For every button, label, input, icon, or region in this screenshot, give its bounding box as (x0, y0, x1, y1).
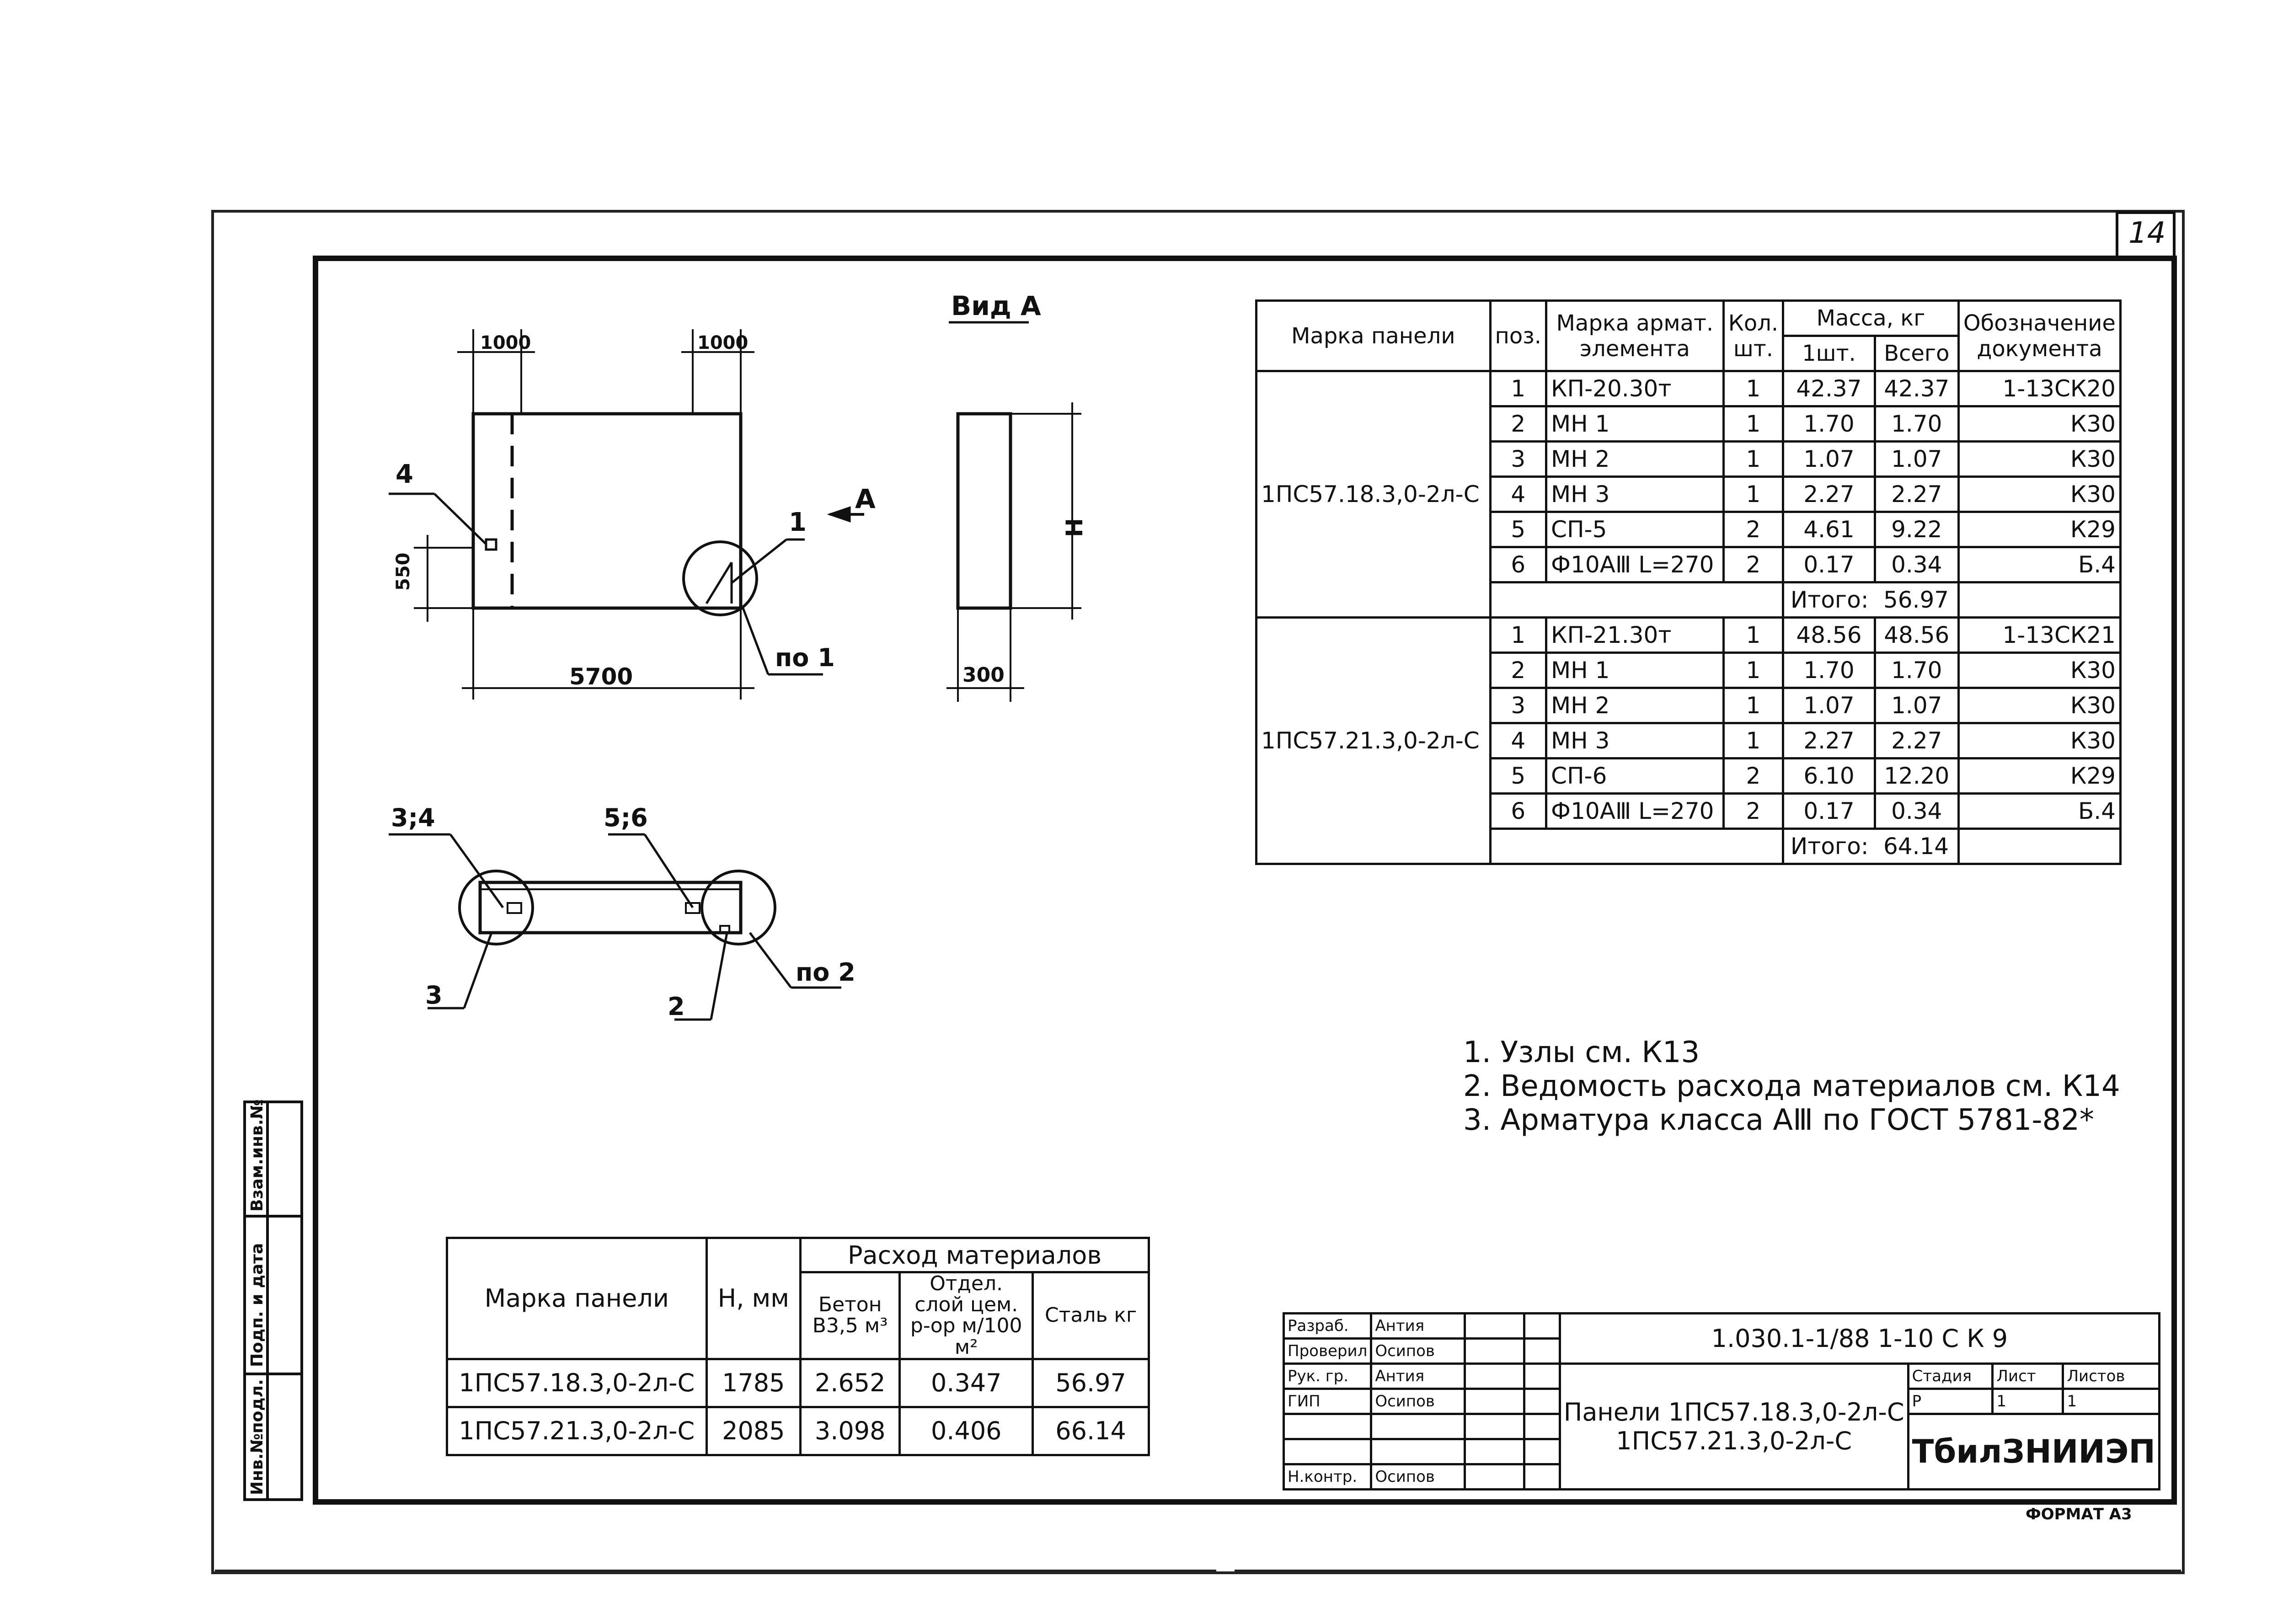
spec-header-mass-total: Всего (1875, 336, 1958, 371)
spec-cell-element: МН 1 (1546, 653, 1724, 688)
spec-total-blank (1490, 582, 1783, 618)
tb-title-line1: Панели 1ПС57.18.3,0-2л-С (1563, 1398, 1904, 1426)
mat-table-body (447, 1359, 1149, 1455)
note-1: 1. Узлы см. К13 (1463, 1036, 1700, 1069)
mat-cell-steel: 66.14 (1033, 1407, 1149, 1455)
panel-side-view (946, 402, 1081, 702)
panel-plan (389, 834, 841, 1020)
label-2: 2 (668, 992, 685, 1021)
spec-cell-pos: 4 (1490, 723, 1546, 759)
side-dim-h: Н (1061, 518, 1088, 537)
mat-cell-finish: 0.347 (900, 1359, 1033, 1407)
spec-cell-doc: К30 (1958, 653, 2120, 688)
spec-cell-element: МН 3 (1546, 477, 1724, 512)
side-dim-width: 300 (962, 663, 1005, 687)
tb-date (1524, 1339, 1560, 1364)
label-56: 5;6 (604, 803, 648, 832)
mat-header-panel: Марка панели (447, 1238, 707, 1359)
spec-cell-qty: 2 (1723, 512, 1783, 547)
tb-role (1284, 1414, 1371, 1439)
tb-role: Рук. гр. (1284, 1364, 1371, 1389)
note-3: 3. Арматура класса АⅢ по ГОСТ 5781-82* (1463, 1103, 2094, 1137)
spec-cell-element: Ф10АⅢ L=270 (1546, 547, 1724, 582)
table-row (1256, 371, 2121, 406)
spec-cell-qty: 1 (1723, 406, 1783, 442)
spec-cell-one: 0.17 (1783, 547, 1875, 582)
tb-name: Осипов (1371, 1339, 1465, 1364)
spec-cell-one: 2.27 (1783, 477, 1875, 512)
spec-cell-element: КП-21.30т (1546, 618, 1724, 653)
spec-total-label: Итого: (1783, 582, 1875, 618)
spec-cell-qty: 1 (1723, 688, 1783, 723)
mat-header-group: Расход материалов (801, 1238, 1149, 1272)
spec-cell-element: КП-20.30т (1546, 371, 1724, 406)
node-label-2: по 2 (796, 958, 855, 987)
spec-cell-one: 6.10 (1783, 759, 1875, 794)
tb-signature (1465, 1439, 1524, 1464)
spec-panel-mark: 1ПС57.21.3,0-2л-С (1256, 618, 1491, 864)
dim-length: 5700 (569, 663, 633, 690)
spec-cell-element: МН 1 (1546, 406, 1724, 442)
tb-sheets: 1 (2063, 1389, 2160, 1414)
spec-cell-pos: 3 (1490, 688, 1546, 723)
tb-date (1524, 1414, 1560, 1439)
tb-date (1524, 1314, 1560, 1339)
spec-cell-pos: 2 (1490, 406, 1546, 442)
spec-cell-total: 0.34 (1875, 794, 1958, 829)
spec-cell-qty: 1 (1723, 653, 1783, 688)
spec-cell-total: 2.27 (1875, 477, 1958, 512)
spec-cell-qty: 2 (1723, 547, 1783, 582)
spec-cell-total: 42.37 (1875, 371, 1958, 406)
spec-cell-pos: 1 (1490, 371, 1546, 406)
spec-cell-one: 0.17 (1783, 794, 1875, 829)
spec-cell-doc: К29 (1958, 512, 2120, 547)
title-block (1283, 1312, 2160, 1490)
spec-header-panel: Марка панели (1256, 301, 1491, 371)
mat-cell-panel: 1ПС57.18.3,0-2л-С (447, 1359, 707, 1407)
spec-cell-total: 9.22 (1875, 512, 1958, 547)
table-row (447, 1407, 1149, 1455)
spec-cell-total: 2.27 (1875, 723, 1958, 759)
tb-date (1524, 1464, 1560, 1490)
format-label: ФОРМАТ А3 (2026, 1505, 2132, 1523)
tb-signature (1465, 1364, 1524, 1389)
spec-cell-total: 1.70 (1875, 406, 1958, 442)
tb-role: Проверил (1284, 1339, 1371, 1364)
spec-cell-element: СП-5 (1546, 512, 1724, 547)
stamp-inv-no: Инв.№подл. (248, 1379, 267, 1495)
tb-role (1284, 1439, 1371, 1464)
spec-cell-doc: К30 (1958, 688, 2120, 723)
tb-role: ГИП (1284, 1389, 1371, 1414)
mat-cell-h: 1785 (706, 1359, 801, 1407)
spec-cell-qty: 1 (1723, 477, 1783, 512)
spec-cell-total: 0.34 (1875, 547, 1958, 582)
spec-total-blank-doc (1958, 582, 2120, 618)
panel-elevation (389, 322, 1029, 700)
tb-name: Осипов (1371, 1389, 1465, 1414)
tb-signature (1465, 1389, 1524, 1414)
tb-title (1560, 1364, 1908, 1490)
spec-cell-total: 12.20 (1875, 759, 1958, 794)
dim-left-top: 1000 (480, 332, 531, 353)
spec-cell-qty: 1 (1723, 442, 1783, 477)
mat-header-h: Н, мм (706, 1238, 801, 1359)
tb-date (1524, 1439, 1560, 1464)
spec-cell-pos: 5 (1490, 759, 1546, 794)
spec-total-blank-doc (1958, 829, 2120, 864)
spec-total-value: 56.97 (1875, 582, 1958, 618)
label-34: 3;4 (391, 803, 435, 832)
spec-cell-doc: К30 (1958, 406, 2120, 442)
spec-total-label: Итого: (1783, 829, 1875, 864)
spec-header-doc: Обозначение документа (1958, 301, 2120, 371)
spec-cell-element: Ф10АⅢ L=270 (1546, 794, 1724, 829)
tb-name (1371, 1439, 1465, 1464)
spec-cell-qty: 1 (1723, 618, 1783, 653)
spec-cell-doc: К30 (1958, 442, 2120, 477)
spec-cell-one: 1.70 (1783, 653, 1875, 688)
node-label-1: по 1 (775, 643, 835, 672)
stamp-sign-date: Подп. и дата (248, 1243, 267, 1367)
label-pos4: 4 (396, 459, 413, 489)
spec-total-blank (1490, 829, 1783, 864)
spec-cell-pos: 3 (1490, 442, 1546, 477)
spec-cell-one: 42.37 (1783, 371, 1875, 406)
tb-name (1371, 1414, 1465, 1439)
dim-height: 550 (393, 552, 414, 591)
spec-cell-total: 1.07 (1875, 688, 1958, 723)
mat-cell-concrete: 3.098 (801, 1407, 900, 1455)
spec-cell-qty: 1 (1723, 371, 1783, 406)
spec-cell-element: МН 2 (1546, 442, 1724, 477)
tb-document-code: 1.030.1-1/88 1-10 С К 9 (1560, 1314, 2159, 1364)
tb-signature (1465, 1339, 1524, 1364)
notes (1463, 1038, 2120, 1139)
mat-header-steel: Сталь кг (1033, 1272, 1149, 1359)
tb-signature (1465, 1314, 1524, 1339)
spec-cell-pos: 2 (1490, 653, 1546, 688)
label-3: 3 (425, 981, 443, 1010)
mat-header-finish: Отдел. слой цем. р-ор м/100 м² (900, 1272, 1033, 1359)
spec-cell-qty: 2 (1723, 759, 1783, 794)
spec-cell-element: МН 2 (1546, 688, 1724, 723)
spec-header-mass: Масса, кг (1783, 301, 1959, 336)
mat-cell-finish: 0.406 (900, 1407, 1033, 1455)
spec-header-qty: Кол. шт. (1723, 301, 1783, 371)
tb-stage: Р (1908, 1389, 1993, 1414)
mat-cell-concrete: 2.652 (801, 1359, 900, 1407)
spec-cell-total: 1.70 (1875, 653, 1958, 688)
spec-cell-total: 1.07 (1875, 442, 1958, 477)
spec-header-mass-one: 1шт. (1783, 336, 1875, 371)
spec-cell-element: СП-6 (1546, 759, 1724, 794)
spec-cell-qty: 2 (1723, 794, 1783, 829)
view-a-arrow-label: А (855, 483, 876, 514)
title-block-body (1284, 1314, 2160, 1490)
spec-cell-one: 1.07 (1783, 688, 1875, 723)
tb-name: Антия (1371, 1364, 1465, 1389)
mat-header-concrete: Бетон В3,5 м³ (801, 1272, 900, 1359)
spec-cell-pos: 6 (1490, 794, 1546, 829)
tb-stage-label: Стадия (1908, 1364, 1993, 1389)
spec-cell-pos: 5 (1490, 512, 1546, 547)
tb-signature (1465, 1464, 1524, 1490)
spec-cell-one: 1.07 (1783, 442, 1875, 477)
tb-name: Осипов (1371, 1464, 1465, 1490)
table-row (447, 1359, 1149, 1407)
spec-cell-one: 1.70 (1783, 406, 1875, 442)
spec-cell-one: 2.27 (1783, 723, 1875, 759)
tb-organization: ТбилЗНИИЭП (1908, 1414, 2159, 1490)
tb-role: Разраб. (1284, 1314, 1371, 1339)
title-block-row (1284, 1364, 2160, 1389)
table-row (1256, 618, 2121, 653)
view-a-title: Вид А (951, 290, 1041, 321)
spec-cell-total: 48.56 (1875, 618, 1958, 653)
tb-name: Антия (1371, 1314, 1465, 1339)
spec-cell-doc: Б.4 (1958, 547, 2120, 582)
tb-date (1524, 1389, 1560, 1414)
spec-table-body (1256, 371, 2121, 864)
mat-cell-panel: 1ПС57.21.3,0-2л-С (447, 1407, 707, 1455)
spec-cell-doc: К30 (1958, 723, 2120, 759)
reinforcement-spec-table (1255, 299, 2122, 865)
mat-cell-h: 2085 (706, 1407, 801, 1455)
mat-cell-steel: 56.97 (1033, 1359, 1149, 1407)
tb-title-line2: 1ПС57.21.3,0-2л-С (1616, 1426, 1852, 1455)
spec-panel-mark: 1ПС57.18.3,0-2л-С (1256, 371, 1491, 618)
spec-cell-one: 4.61 (1783, 512, 1875, 547)
spec-cell-one: 48.56 (1783, 618, 1875, 653)
tb-role: Н.контр. (1284, 1464, 1371, 1490)
spec-total-value: 64.14 (1875, 829, 1958, 864)
tb-sheets-label: Листов (2063, 1364, 2160, 1389)
tb-sheet-label: Лист (1993, 1364, 2063, 1389)
spec-cell-doc: К30 (1958, 477, 2120, 512)
spec-header-element: Марка армат. элемента (1546, 301, 1724, 371)
note-2: 2. Ведомость расхода материалов см. К14 (1463, 1069, 2120, 1103)
title-block-row (1284, 1314, 2160, 1339)
stamp-replace-inv: Взам.инв.№ (248, 1099, 267, 1212)
spec-cell-pos: 6 (1490, 547, 1546, 582)
spec-cell-doc: К29 (1958, 759, 2120, 794)
spec-cell-doc: 1-13СК21 (1958, 618, 2120, 653)
spec-cell-element: МН 3 (1546, 723, 1724, 759)
spec-cell-pos: 1 (1490, 618, 1546, 653)
spec-cell-doc: 1-13СК20 (1958, 371, 2120, 406)
tb-signature (1465, 1414, 1524, 1439)
dim-right-top: 1000 (697, 332, 749, 353)
spec-header-pos: поз. (1490, 301, 1546, 371)
spec-cell-doc: Б.4 (1958, 794, 2120, 829)
label-pos1: 1 (789, 508, 807, 537)
spec-cell-pos: 4 (1490, 477, 1546, 512)
tb-date (1524, 1364, 1560, 1389)
materials-consumption-table (446, 1237, 1150, 1456)
sheet-number: 14 (2128, 216, 2166, 250)
spec-cell-qty: 1 (1723, 723, 1783, 759)
tb-sheet: 1 (1993, 1389, 2063, 1414)
